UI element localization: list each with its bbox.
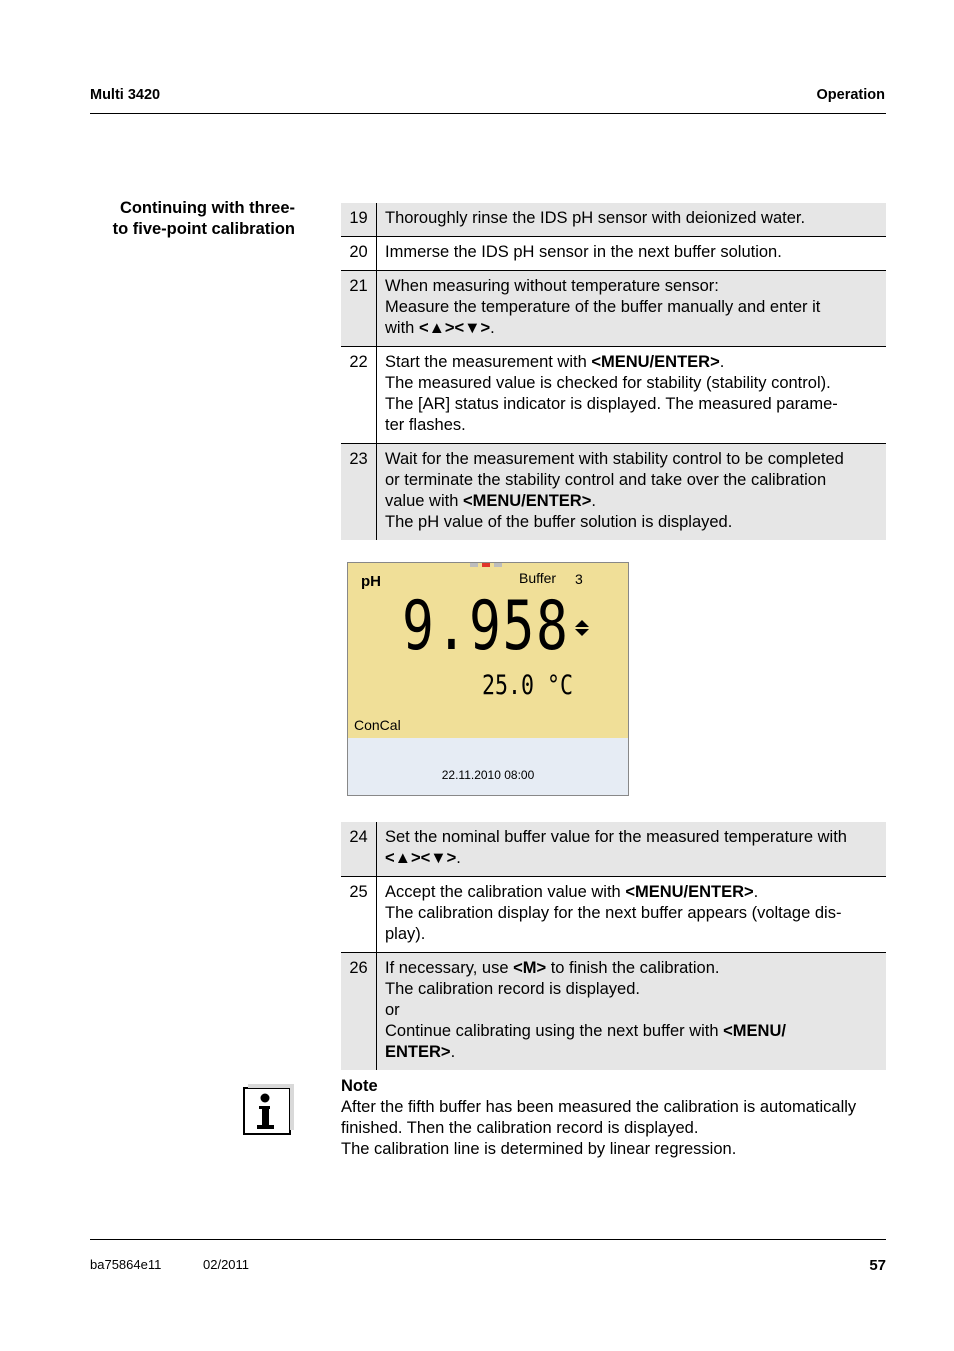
step-text-run: Continue calibrating using the next buffer with xyxy=(385,1022,724,1040)
step-line: The calibration display for the next buffer appears (voltage dis- xyxy=(385,904,842,922)
step-row xyxy=(341,822,886,877)
status-indicator xyxy=(470,563,478,567)
status-indicator-active xyxy=(482,563,490,567)
step-text xyxy=(377,444,887,541)
step-text-run: Start the measurement with xyxy=(385,353,592,371)
step-line xyxy=(385,318,878,339)
steps-table-1 xyxy=(341,203,886,540)
step-number: 26 xyxy=(341,953,377,1071)
step-number: 23 xyxy=(341,444,377,541)
footer-divider xyxy=(90,1239,886,1240)
step-line: play). xyxy=(385,925,426,943)
display-buffer-label: Buffer xyxy=(519,570,557,586)
step-row xyxy=(341,271,886,347)
step-line: Wait for the measurement with stability control to be completed xyxy=(385,450,844,468)
display-datetime: 22.11.2010 08:00 xyxy=(441,768,535,782)
step-number: 20 xyxy=(341,237,377,271)
step-line: Set the nominal buffer value for the measured temperature with xyxy=(385,828,847,846)
step-line: Immerse the IDS pH sensor in the next buffer solution. xyxy=(385,243,782,261)
step-text-run: with xyxy=(385,319,419,337)
step-number: 24 xyxy=(341,822,377,877)
step-text xyxy=(377,822,887,877)
page-number: 57 xyxy=(869,1257,886,1274)
key-name: ENTER> xyxy=(385,1043,451,1061)
key-name: <MENU/ENTER> xyxy=(462,492,592,510)
step-line: The calibration record is displayed. xyxy=(385,980,640,998)
step-text xyxy=(377,203,887,237)
footer-document-id: ba75864e11 xyxy=(90,1257,162,1272)
step-text xyxy=(377,953,887,1071)
step-row xyxy=(341,347,886,444)
section-heading xyxy=(90,198,295,240)
note-line: The calibration line is determined by linear regression. xyxy=(341,1140,737,1158)
display-parameter: pH xyxy=(361,573,381,590)
display-calibration-mode: ConCal xyxy=(354,717,401,733)
step-number: 19 xyxy=(341,203,377,237)
step-line xyxy=(385,1042,878,1063)
step-line: The pH value of the buffer solution is displayed. xyxy=(385,513,733,531)
display-buffer-number: 3 xyxy=(575,571,583,587)
key-name: <MENU/ENTER> xyxy=(625,883,754,901)
step-line xyxy=(385,491,878,512)
step-line: When measuring without temperature sensor: xyxy=(385,277,719,295)
note-line: After the fifth buffer has been measured the calibration is automatically xyxy=(341,1098,857,1116)
display-measurement-area xyxy=(348,563,628,738)
key-name: <MENU/ENTER> xyxy=(591,353,720,371)
step-text-run: . xyxy=(719,353,725,371)
step-line xyxy=(385,958,878,979)
step-text-run: . xyxy=(450,1043,456,1061)
steps-table-2 xyxy=(341,822,886,1070)
status-indicator xyxy=(494,563,502,567)
meter-display xyxy=(347,562,629,796)
step-text-run: to finish the calibration. xyxy=(546,959,720,977)
header-product: Multi 3420 xyxy=(90,87,161,103)
step-text-run: . xyxy=(591,492,596,510)
display-temperature: 25.0 °C xyxy=(482,670,574,701)
info-icon xyxy=(243,1083,295,1135)
up-down-arrows-icon xyxy=(573,617,591,639)
step-number: 21 xyxy=(341,271,377,347)
step-line: The measured value is checked for stability (stability control). xyxy=(385,374,831,392)
step-text xyxy=(377,877,887,953)
step-line xyxy=(385,848,878,869)
section-heading-line1: Continuing with three- xyxy=(119,199,295,217)
step-line: The [AR] status indicator is displayed. The measured parame- xyxy=(385,395,838,413)
step-line xyxy=(385,352,878,373)
key-combo: <▲><▼> xyxy=(418,319,491,337)
step-text-run: . xyxy=(456,849,461,867)
step-line: or xyxy=(385,1001,400,1019)
step-text-run: . xyxy=(753,883,759,901)
step-row xyxy=(341,237,886,271)
step-text-run: Accept the calibration value with xyxy=(385,883,626,901)
step-text-run: If necessary, use xyxy=(385,959,514,977)
step-text-run: value with xyxy=(385,492,463,510)
step-row xyxy=(341,203,886,237)
step-line: or terminate the stability control and take over the calibration xyxy=(385,471,827,489)
footer-date: 02/2011 xyxy=(203,1257,250,1272)
step-number: 22 xyxy=(341,347,377,444)
step-line: Thoroughly rinse the IDS pH sensor with deionized water. xyxy=(385,209,806,227)
step-text-run: . xyxy=(490,319,495,337)
header-section: Operation xyxy=(816,87,885,103)
header-divider xyxy=(90,113,886,114)
step-line: ter flashes. xyxy=(385,416,466,434)
step-text xyxy=(377,347,887,444)
note-line: finished. Then the calibration record is displayed. xyxy=(341,1119,699,1137)
note-block xyxy=(341,1076,891,1160)
key-name: <M> xyxy=(513,959,547,977)
key-combo: <▲><▼> xyxy=(385,849,457,867)
note-title: Note xyxy=(341,1077,378,1095)
step-line xyxy=(385,1021,878,1042)
step-row xyxy=(341,444,886,541)
step-number: 25 xyxy=(341,877,377,953)
display-measured-value: 9.958 xyxy=(402,587,570,666)
step-row xyxy=(341,877,886,953)
step-line: Measure the temperature of the buffer manually and enter it xyxy=(385,298,821,316)
key-name: <MENU/ xyxy=(723,1022,786,1040)
step-text xyxy=(377,237,887,271)
step-line xyxy=(385,882,878,903)
step-row xyxy=(341,953,886,1071)
step-text xyxy=(377,271,887,347)
section-heading-line2: to five-point calibration xyxy=(112,220,295,238)
